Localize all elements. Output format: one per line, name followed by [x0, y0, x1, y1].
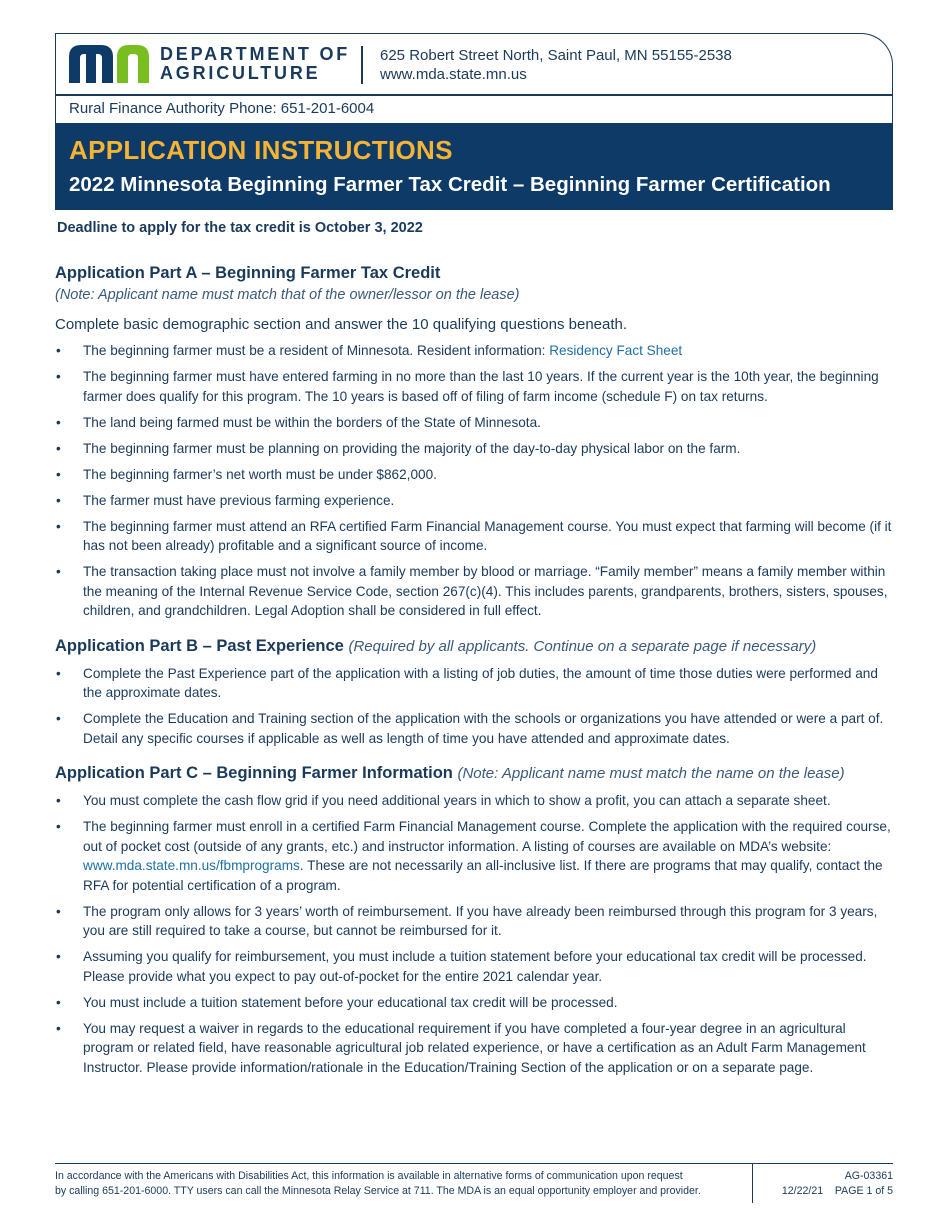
letterhead-top [56, 34, 892, 94]
list-item-text: Complete the Past Experience part of the application with a listing of job duties, the amount of time those duties were performed and the approximate dates. [83, 665, 878, 700]
part-b-list [55, 664, 893, 749]
ada-notice-line-1: In accordance with the Americans with Disabilities Act, this information is available in alternative forms of communication upon request [55, 1170, 683, 1182]
form-info [782, 1169, 893, 1199]
list-item [55, 817, 893, 895]
title-banner [55, 123, 893, 210]
instructions-body [55, 218, 893, 1084]
list-item-text: The beginning farmer must be planning on providing the majority of the day-to-day physical labor on the farm. [83, 440, 741, 456]
part-c-heading-text: Application Part C – Beginning Farmer Information [55, 764, 453, 782]
address-website: www.mda.state.mn.us [380, 66, 527, 83]
list-item [55, 709, 893, 748]
header-divider [361, 46, 363, 84]
form-number: AG-03361 [844, 1170, 893, 1182]
list-item [55, 517, 893, 556]
bullet-icon: • [56, 903, 61, 919]
bullet-icon: • [56, 414, 61, 430]
bullet-icon: • [56, 343, 61, 358]
bullet-icon: • [56, 819, 61, 834]
page-title: APPLICATION INSTRUCTIONS [69, 135, 453, 165]
department-name-line-1: DEPARTMENT OF [160, 44, 351, 64]
part-b-heading-text: Application Part B – Past Experience [55, 636, 344, 655]
list-item-text: The transaction taking place must not involve a family member by blood or marriage. “Family member” means a family member within the meaning of the Internal Revenue Service Code, section 267(c)(4). This includes parents, grandparents, brothers, sisters, spouses, children, and grandchildren. Legal Adoption shall be considered in full effect. [83, 564, 888, 618]
bullet-icon: • [56, 949, 61, 964]
part-b-note: (Required by all applicants. Continue on a separate page if necessary) [348, 637, 817, 655]
part-c-note: (Note: Applicant name must match the name on the lease) [457, 765, 845, 782]
ada-notice-line-2: by calling 651-201-6000. TTY users can call the Minnesota Relay Service at 711. The MDA is an equal opportunity employer and provider. [55, 1185, 701, 1197]
page-subtitle: 2022 Minnesota Beginning Farmer Tax Credit – Beginning Farmer Certification [69, 173, 831, 196]
part-a-intro: Complete basic demographic section and answer the 10 qualifying questions beneath. [55, 316, 628, 333]
list-item-text: Assuming you qualify for reimbursement, you must include a tuition statement before your educational tax credit will be processed. Please provide what you expect to pay out-of-pocket for the entire 2021 calendar year. [83, 949, 867, 984]
list-item [55, 993, 893, 1013]
date-and-page: 12/22/21 PAGE 1 of 5 [781, 1185, 893, 1197]
list-item-text-continued: . These are not necessarily an all-inclusive list. If there are programs that may qualify, contact the RFA for potential certification of a program. [83, 858, 883, 893]
bullet-icon: • [56, 369, 61, 384]
ada-notice [55, 1169, 740, 1199]
residency-fact-sheet-link[interactable]: Residency Fact Sheet [549, 343, 683, 358]
fbm-programs-link[interactable]: www.mda.state.mn.us/fbmprograms [83, 858, 300, 873]
bullet-icon: • [56, 665, 61, 681]
rfa-phone: Rural Finance Authority Phone: 651-201-6004 [69, 100, 375, 117]
part-a-heading [55, 262, 893, 284]
mn-logo-icon [69, 45, 149, 83]
list-item [55, 902, 893, 941]
page-footer [55, 1163, 893, 1203]
footer-rule [55, 1163, 893, 1164]
part-a-list [55, 341, 893, 621]
letterhead [55, 33, 893, 123]
list-item-text: Complete the Education and Training section of the application with the schools or organizations you have attended or were a part of. Detail any specific courses if applicable as well as length of time you have attended and approximate dates. [83, 711, 884, 746]
list-item-text: The beginning farmer must have entered farming in no more than the last 10 years. If the current year is the 10th year, the beginning farmer does qualify for this program. The 10 years is based off of filing of farm income (schedule F) on tax returns. [83, 369, 879, 404]
list-item-text: You must include a tuition statement before your educational tax credit will be processed. [83, 994, 618, 1010]
list-item [55, 367, 893, 406]
bullet-icon: • [56, 440, 61, 456]
list-item-text: You must complete the cash flow grid if you need additional years in which to show a profit, you can attach a separate sheet. [83, 793, 831, 808]
deadline-notice: Deadline to apply for the tax credit is October 3, 2022 [57, 220, 423, 236]
bullet-icon: • [56, 793, 61, 808]
part-c-heading [55, 762, 893, 785]
address-street: 625 Robert Street North, Saint Paul, MN 55155-2538 [380, 47, 732, 64]
list-item [55, 413, 893, 433]
bullet-icon: • [56, 711, 61, 726]
header-rule [56, 94, 892, 96]
list-item-text: The beginning farmer must be a resident of Minnesota. Resident information: [83, 343, 550, 358]
list-item-text: You may request a waiver in regards to the educational requirement if you have completed a four-year degree in an agricultural program or related field, have reasonable agricultural job related experience, or have a certification as an Adult Farm Management Instructor. Please provide information/rationale in the Education/Training Section of the application or on a separate page. [83, 1020, 866, 1075]
part-b-heading [55, 635, 893, 658]
list-item [55, 664, 893, 703]
part-a-heading-text: Application Part A – Beginning Farmer Tax Credit [55, 264, 441, 282]
department-name-line-2: AGRICULTURE [160, 63, 321, 83]
bullet-icon: • [56, 466, 61, 482]
list-item [55, 439, 893, 459]
list-item [55, 947, 893, 986]
part-c-list [55, 791, 893, 1077]
list-item [55, 562, 893, 621]
list-item-text: The program only allows for 3 years’ worth of reimbursement. If you have already been reimbursed through this program for 3 years, you are still required to take a course, but cannot be reimbursed for it. [83, 903, 878, 938]
footer-divider [752, 1163, 753, 1203]
list-item-text: The beginning farmer’s net worth must be under $862,000. [83, 466, 437, 482]
list-item [55, 491, 893, 511]
list-item [55, 341, 893, 361]
list-item-text: The beginning farmer must enroll in a certified Farm Financial Management course. Complete the application with the required course, out of pocket cost (outside of any grants, etc.) and instructor information. A listing of courses are available on MDA’s website: [83, 819, 891, 854]
department-name [160, 45, 350, 83]
part-a-note: (Note: Applicant name must match that of the owner/lessor on the lease) [55, 287, 520, 303]
list-item-text: The farmer must have previous farming experience. [83, 492, 395, 508]
bullet-icon: • [56, 518, 61, 534]
bullet-icon: • [56, 994, 61, 1010]
list-item-text: The land being farmed must be within the borders of the State of Minnesota. [83, 414, 541, 430]
bullet-icon: • [56, 492, 61, 508]
bullet-icon: • [56, 564, 61, 579]
list-item [55, 465, 893, 485]
department-address [380, 46, 732, 84]
list-item-text: The beginning farmer must attend an RFA certified Farm Financial Management course. You must expect that farming will become (if it has not been already) profitable and a significant source of income. [83, 518, 892, 553]
list-item [55, 1019, 893, 1078]
bullet-icon: • [56, 1020, 61, 1036]
list-item [55, 791, 893, 811]
